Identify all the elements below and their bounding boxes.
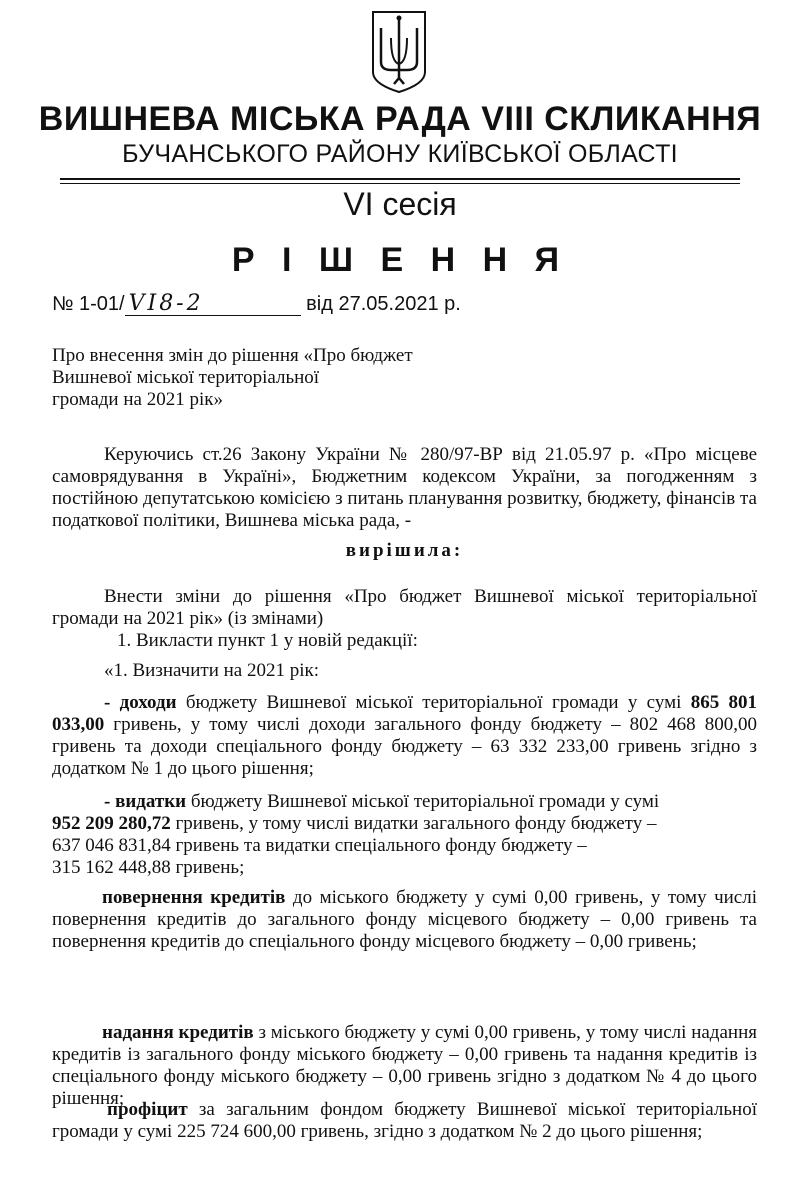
expense-label: - видатки bbox=[104, 791, 187, 812]
subject-line: Про внесення змін до рішення «Про бюджет bbox=[52, 345, 413, 366]
header-rule-thick bbox=[60, 178, 740, 180]
header-rule-thin bbox=[60, 183, 740, 184]
item-1-1: «1. Визначити на 2021 рік: bbox=[104, 660, 320, 681]
surplus-label: профіцит bbox=[107, 1099, 188, 1120]
loan-grant-label: надання кредитів bbox=[102, 1022, 254, 1043]
intro-paragraph: Внести зміни до рішення «Про бюджет Вишневої міської територіальної громади на 2021 рік» (із змінами) bbox=[52, 586, 757, 629]
trident-emblem-icon bbox=[369, 8, 429, 96]
document-type-title: Р І Ш Е Н Н Я bbox=[231, 241, 569, 279]
surplus-paragraph: профіцит за загальним фондом бюджету Вишневої міської територіальної громади у сумі 225 724 600,00 гривень, згідно з додатком № 2 до цього рішення; bbox=[52, 1099, 757, 1142]
expense-line: 952 209 280,72 гривень, у тому числі видатки загального фонду бюджету – bbox=[52, 813, 657, 834]
subject-line: громади на 2021 рік» bbox=[52, 389, 223, 410]
loan-grant-paragraph: надання кредитів з міського бюджету у сумі 0,00 гривень, у тому числі надання кредитів із загального фонду міського бюджету – 0,00 гривень та надання кредитів із спеціального фонду міського бюджету – 0,00 гривень згідно з додатком № 4 до цього рішення; bbox=[52, 1022, 757, 1109]
council-name: ВИШНЕВА МІСЬКА РАДА VIII СКЛИКАННЯ bbox=[38, 100, 762, 138]
resolved-heading: вирішила: bbox=[345, 540, 464, 561]
expense-total: 952 209 280,72 bbox=[52, 813, 171, 834]
expense-line: 315 162 448,88 гривень; bbox=[52, 857, 245, 878]
expense-line: 637 046 831,84 гривень та видатки спеціального фонду бюджету – bbox=[52, 835, 587, 856]
item-1: 1. Викласти пункт 1 у новій редакції: bbox=[117, 630, 418, 651]
expense-paragraph: - видатки бюджету Вишневої міської територіальної громади у сумі bbox=[104, 791, 660, 812]
session-title: VI сесія bbox=[343, 186, 457, 222]
revenue-total: 865 801 033,00 bbox=[52, 692, 757, 735]
loan-return-label: повернення кредитів bbox=[102, 887, 286, 908]
subject-line: Вишневої міської територіальної bbox=[52, 367, 320, 388]
council-district: БУЧАНСЬКОГО РАЙОНУ КИЇВСЬКОЇ ОБЛАСТІ bbox=[122, 140, 678, 168]
document-number bbox=[52, 293, 461, 316]
number-prefix: № 1-01/ bbox=[52, 293, 125, 315]
revenue-label: - доходи bbox=[104, 692, 177, 713]
preamble-paragraph: Керуючись ст.26 Закону України № 280/97-ВР від 21.05.97 р. «Про місцеве самоврядування в Україні», Бюджетним кодексом України, за погодженням з постійною депутатською комісією з питань планування розвитку, бюджету, фінансів та податкової політики, Вишнева міська рада, - bbox=[52, 444, 757, 531]
decision-subject bbox=[52, 345, 472, 411]
loan-return-paragraph: повернення кредитів до міського бюджету у сумі 0,00 гривень, у тому числі повернення кредитів до загального фонду місцевого бюджету – 0,00 гривень та повернення кредитів до спеціального фонду місцевого бюджету – 0,00 гривень; bbox=[52, 887, 757, 952]
revenue-paragraph: - доходи бюджету Вишневої міської територіальної громади у сумі 865 801 033,00 гривень, у тому числі доходи загального фонду бюджету – 802 468 800,00 гривень та доходи спеціального фонду бюджету – 63 332 233,00 гривень згідно з додатком № 1 до цього рішення; bbox=[52, 692, 757, 779]
document-date: від 27.05.2021 р. bbox=[306, 293, 461, 315]
handwritten-number: VI8-2 bbox=[125, 293, 301, 316]
